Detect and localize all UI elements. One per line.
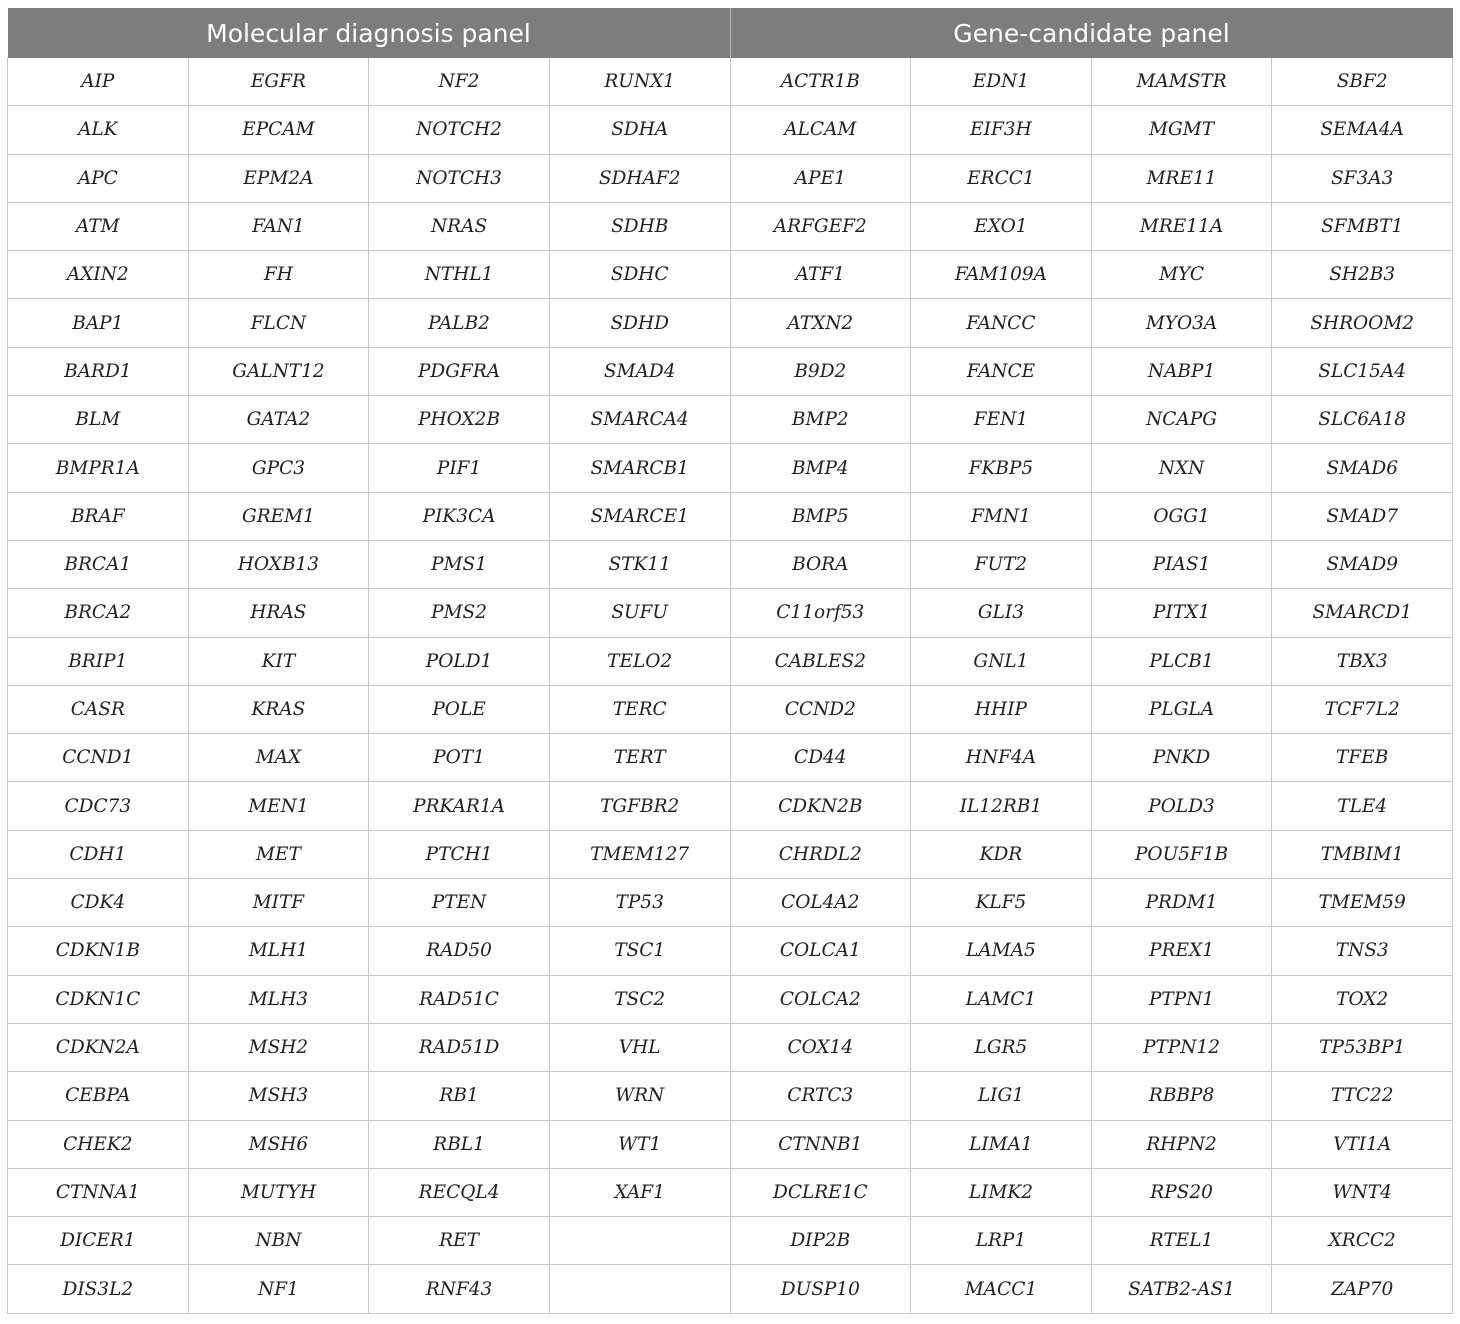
gene-candidate-cell: BMP2 (730, 396, 911, 444)
molecular-diagnosis-gene-cell: CCND1 (8, 734, 189, 782)
gene-candidate-cell: NCAPG (1091, 396, 1272, 444)
gene-candidate-cell: IL12RB1 (911, 782, 1092, 830)
gene-candidate-cell: MRE11 (1091, 154, 1272, 202)
molecular-diagnosis-gene-cell: MSH3 (188, 1072, 369, 1120)
gene-candidate-panel-header: Gene-candidate panel (730, 8, 1453, 58)
molecular-diagnosis-gene-cell: BRAF (8, 492, 189, 540)
molecular-diagnosis-gene-cell: BAP1 (8, 299, 189, 347)
molecular-diagnosis-gene-cell: KRAS (188, 685, 369, 733)
gene-candidate-cell: EIF3H (911, 106, 1092, 154)
molecular-diagnosis-gene-cell: DICER1 (8, 1217, 189, 1265)
table-row (8, 492, 1453, 540)
table-row (8, 1168, 1453, 1216)
molecular-diagnosis-gene-cell: SMARCB1 (549, 444, 730, 492)
gene-candidate-cell: FMN1 (911, 492, 1092, 540)
molecular-diagnosis-gene-cell: BRIP1 (8, 637, 189, 685)
gene-candidate-cell: TFEB (1272, 734, 1453, 782)
molecular-diagnosis-gene-cell: BRCA2 (8, 589, 189, 637)
gene-candidate-cell: BMP4 (730, 444, 911, 492)
molecular-diagnosis-gene-cell: STK11 (549, 540, 730, 588)
gene-candidate-cell: MACC1 (911, 1265, 1092, 1313)
gene-candidate-cell: LGR5 (911, 1023, 1092, 1071)
gene-candidate-cell: MGMT (1091, 106, 1272, 154)
gene-candidate-cell: PITX1 (1091, 589, 1272, 637)
table-row (8, 782, 1453, 830)
molecular-diagnosis-gene-cell: MSH2 (188, 1023, 369, 1071)
table-row (8, 202, 1453, 250)
gene-candidate-cell: PTPN12 (1091, 1023, 1272, 1071)
gene-candidate-cell: ERCC1 (911, 154, 1092, 202)
molecular-diagnosis-gene-cell: CDC73 (8, 782, 189, 830)
gene-candidate-cell: FANCC (911, 299, 1092, 347)
molecular-diagnosis-gene-cell: TSC1 (549, 927, 730, 975)
gene-candidate-cell: XRCC2 (1272, 1217, 1453, 1265)
molecular-diagnosis-gene-cell: SMARCE1 (549, 492, 730, 540)
molecular-diagnosis-gene-cell: CTNNA1 (8, 1168, 189, 1216)
gene-candidate-cell: RTEL1 (1091, 1217, 1272, 1265)
gene-candidate-cell: FKBP5 (911, 444, 1092, 492)
gene-candidate-cell: NXN (1091, 444, 1272, 492)
table-row (8, 347, 1453, 395)
molecular-diagnosis-gene-cell: PDGFRA (369, 347, 550, 395)
molecular-diagnosis-gene-cell: PIK3CA (369, 492, 550, 540)
gene-candidate-cell: SEMA4A (1272, 106, 1453, 154)
molecular-diagnosis-gene-cell: CDKN1B (8, 927, 189, 975)
gene-candidate-cell: MRE11A (1091, 202, 1272, 250)
molecular-diagnosis-gene-cell: POLE (369, 685, 550, 733)
molecular-diagnosis-gene-cell: SMAD4 (549, 347, 730, 395)
molecular-diagnosis-gene-cell: SDHC (549, 251, 730, 299)
table-row (8, 879, 1453, 927)
molecular-diagnosis-gene-cell: RAD51D (369, 1023, 550, 1071)
molecular-diagnosis-gene-cell: GPC3 (188, 444, 369, 492)
molecular-diagnosis-gene-cell: RB1 (369, 1072, 550, 1120)
molecular-diagnosis-gene-cell: NF1 (188, 1265, 369, 1313)
table-row (8, 1120, 1453, 1168)
molecular-diagnosis-gene-cell: DIS3L2 (8, 1265, 189, 1313)
molecular-diagnosis-gene-cell: PTEN (369, 879, 550, 927)
gene-candidate-cell: PLGLA (1091, 685, 1272, 733)
table-row (8, 299, 1453, 347)
table-row (8, 637, 1453, 685)
gene-candidate-cell: OGG1 (1091, 492, 1272, 540)
molecular-diagnosis-gene-cell: APC (8, 154, 189, 202)
molecular-diagnosis-gene-cell: FAN1 (188, 202, 369, 250)
molecular-diagnosis-gene-cell: TERT (549, 734, 730, 782)
molecular-diagnosis-gene-cell: HRAS (188, 589, 369, 637)
gene-candidate-cell: BORA (730, 540, 911, 588)
gene-candidate-cell: SH2B3 (1272, 251, 1453, 299)
table-row (8, 251, 1453, 299)
table-row (8, 540, 1453, 588)
molecular-diagnosis-gene-cell: CEBPA (8, 1072, 189, 1120)
molecular-diagnosis-gene-cell: SUFU (549, 589, 730, 637)
gene-candidate-cell: SBF2 (1272, 58, 1453, 106)
gene-candidate-cell: LIMK2 (911, 1168, 1092, 1216)
gene-candidate-cell: LIG1 (911, 1072, 1092, 1120)
molecular-diagnosis-gene-cell: SDHD (549, 299, 730, 347)
molecular-diagnosis-gene-cell: TERC (549, 685, 730, 733)
molecular-diagnosis-gene-cell: CDH1 (8, 830, 189, 878)
gene-candidate-cell: EXO1 (911, 202, 1092, 250)
gene-candidate-cell: SMAD6 (1272, 444, 1453, 492)
gene-candidate-cell: FANCE (911, 347, 1092, 395)
gene-candidate-cell: KDR (911, 830, 1092, 878)
gene-candidate-cell: EDN1 (911, 58, 1092, 106)
molecular-diagnosis-gene-cell: NF2 (369, 58, 550, 106)
gene-candidate-cell: SLC6A18 (1272, 396, 1453, 444)
gene-candidate-cell: PREX1 (1091, 927, 1272, 975)
gene-candidate-cell: FAM109A (911, 251, 1092, 299)
molecular-diagnosis-gene-cell: CDKN2A (8, 1023, 189, 1071)
molecular-diagnosis-gene-cell: NOTCH3 (369, 154, 550, 202)
gene-candidate-cell: RPS20 (1091, 1168, 1272, 1216)
molecular-diagnosis-gene-cell: SDHB (549, 202, 730, 250)
gene-candidate-cell: PNKD (1091, 734, 1272, 782)
gene-candidate-cell: B9D2 (730, 347, 911, 395)
molecular-diagnosis-gene-cell: ATM (8, 202, 189, 250)
gene-candidate-cell: CRTC3 (730, 1072, 911, 1120)
gene-candidate-cell: PIAS1 (1091, 540, 1272, 588)
molecular-diagnosis-gene-cell: RUNX1 (549, 58, 730, 106)
gene-candidate-cell: SMAD7 (1272, 492, 1453, 540)
molecular-diagnosis-gene-cell: POLD1 (369, 637, 550, 685)
gene-candidate-cell: WNT4 (1272, 1168, 1453, 1216)
table-row (8, 154, 1453, 202)
molecular-diagnosis-gene-cell: EPM2A (188, 154, 369, 202)
molecular-diagnosis-gene-cell: TGFBR2 (549, 782, 730, 830)
table-row (8, 975, 1453, 1023)
molecular-diagnosis-gene-cell: RAD51C (369, 975, 550, 1023)
molecular-diagnosis-gene-cell: MEN1 (188, 782, 369, 830)
gene-candidate-cell: PRDM1 (1091, 879, 1272, 927)
gene-candidate-cell: SLC15A4 (1272, 347, 1453, 395)
gene-candidate-cell: MYC (1091, 251, 1272, 299)
gene-candidate-cell: HHIP (911, 685, 1092, 733)
gene-candidate-cell: TBX3 (1272, 637, 1453, 685)
gene-candidate-cell: ATXN2 (730, 299, 911, 347)
molecular-diagnosis-gene-cell: ALK (8, 106, 189, 154)
molecular-diagnosis-gene-cell: MITF (188, 879, 369, 927)
table-row (8, 589, 1453, 637)
table-row (8, 1265, 1453, 1313)
molecular-diagnosis-gene-cell (549, 1217, 730, 1265)
molecular-diagnosis-gene-cell: RECQL4 (369, 1168, 550, 1216)
table-header-row (8, 8, 1453, 58)
gene-candidate-cell: ALCAM (730, 106, 911, 154)
gene-panel-table (7, 8, 1453, 1314)
molecular-diagnosis-gene-cell: FLCN (188, 299, 369, 347)
gene-candidate-cell: CDKN2B (730, 782, 911, 830)
molecular-diagnosis-gene-cell: WRN (549, 1072, 730, 1120)
gene-candidate-cell: ATF1 (730, 251, 911, 299)
molecular-diagnosis-gene-cell: CHEK2 (8, 1120, 189, 1168)
molecular-diagnosis-gene-cell: AXIN2 (8, 251, 189, 299)
gene-candidate-cell: CHRDL2 (730, 830, 911, 878)
gene-candidate-cell: MAMSTR (1091, 58, 1272, 106)
molecular-diagnosis-gene-cell: BMPR1A (8, 444, 189, 492)
molecular-diagnosis-gene-cell: MLH1 (188, 927, 369, 975)
gene-candidate-cell: FUT2 (911, 540, 1092, 588)
gene-candidate-cell: CTNNB1 (730, 1120, 911, 1168)
molecular-diagnosis-gene-cell: NOTCH2 (369, 106, 550, 154)
molecular-diagnosis-gene-cell: BLM (8, 396, 189, 444)
molecular-diagnosis-panel-header: Molecular diagnosis panel (8, 8, 731, 58)
molecular-diagnosis-gene-cell: PALB2 (369, 299, 550, 347)
gene-candidate-cell: KLF5 (911, 879, 1092, 927)
molecular-diagnosis-gene-cell: RAD50 (369, 927, 550, 975)
molecular-diagnosis-gene-cell: SMARCA4 (549, 396, 730, 444)
gene-candidate-cell: TMEM59 (1272, 879, 1453, 927)
molecular-diagnosis-gene-cell: EGFR (188, 58, 369, 106)
gene-candidate-cell: SF3A3 (1272, 154, 1453, 202)
gene-candidate-cell: COLCA2 (730, 975, 911, 1023)
gene-candidate-cell: COL4A2 (730, 879, 911, 927)
gene-candidate-cell: FEN1 (911, 396, 1092, 444)
molecular-diagnosis-gene-cell: CDK4 (8, 879, 189, 927)
molecular-diagnosis-gene-cell: NBN (188, 1217, 369, 1265)
gene-candidate-cell: TTC22 (1272, 1072, 1453, 1120)
molecular-diagnosis-gene-cell: CDKN1C (8, 975, 189, 1023)
molecular-diagnosis-gene-cell: GATA2 (188, 396, 369, 444)
gene-candidate-cell: COX14 (730, 1023, 911, 1071)
gene-candidate-cell: C11orf53 (730, 589, 911, 637)
gene-candidate-cell: MYO3A (1091, 299, 1272, 347)
molecular-diagnosis-gene-cell: TP53 (549, 879, 730, 927)
gene-candidate-cell: PTPN1 (1091, 975, 1272, 1023)
molecular-diagnosis-gene-cell: PMS2 (369, 589, 550, 637)
gene-candidate-cell: TNS3 (1272, 927, 1453, 975)
molecular-diagnosis-gene-cell: HOXB13 (188, 540, 369, 588)
gene-candidate-cell: TOX2 (1272, 975, 1453, 1023)
molecular-diagnosis-gene-cell: SDHAF2 (549, 154, 730, 202)
gene-candidate-cell: COLCA1 (730, 927, 911, 975)
molecular-diagnosis-gene-cell: MAX (188, 734, 369, 782)
molecular-diagnosis-gene-cell: MET (188, 830, 369, 878)
table-row (8, 1072, 1453, 1120)
gene-candidate-cell: TMBIM1 (1272, 830, 1453, 878)
molecular-diagnosis-gene-cell: MLH3 (188, 975, 369, 1023)
molecular-diagnosis-gene-cell: MUTYH (188, 1168, 369, 1216)
gene-candidate-cell: CCND2 (730, 685, 911, 733)
table-row (8, 830, 1453, 878)
molecular-diagnosis-gene-cell: RNF43 (369, 1265, 550, 1313)
gene-candidate-cell: LRP1 (911, 1217, 1092, 1265)
gene-candidate-cell: ZAP70 (1272, 1265, 1453, 1313)
molecular-diagnosis-gene-cell: PRKAR1A (369, 782, 550, 830)
gene-candidate-cell: PLCB1 (1091, 637, 1272, 685)
gene-candidate-cell: CABLES2 (730, 637, 911, 685)
gene-candidate-cell: ACTR1B (730, 58, 911, 106)
molecular-diagnosis-gene-cell: TELO2 (549, 637, 730, 685)
table-row (8, 396, 1453, 444)
table-row (8, 1217, 1453, 1265)
gene-candidate-cell: TLE4 (1272, 782, 1453, 830)
table-row (8, 58, 1453, 106)
molecular-diagnosis-gene-cell (549, 1265, 730, 1313)
gene-candidate-cell: LAMC1 (911, 975, 1092, 1023)
molecular-diagnosis-gene-cell: NTHL1 (369, 251, 550, 299)
molecular-diagnosis-gene-cell: AIP (8, 58, 189, 106)
gene-candidate-cell: SMAD9 (1272, 540, 1453, 588)
gene-candidate-cell: DUSP10 (730, 1265, 911, 1313)
molecular-diagnosis-gene-cell: MSH6 (188, 1120, 369, 1168)
molecular-diagnosis-gene-cell: PHOX2B (369, 396, 550, 444)
molecular-diagnosis-gene-cell: WT1 (549, 1120, 730, 1168)
molecular-diagnosis-gene-cell: GALNT12 (188, 347, 369, 395)
molecular-diagnosis-gene-cell: TSC2 (549, 975, 730, 1023)
gene-candidate-cell: DCLRE1C (730, 1168, 911, 1216)
gene-candidate-cell: TP53BP1 (1272, 1023, 1453, 1071)
gene-candidate-cell: SATB2-AS1 (1091, 1265, 1272, 1313)
gene-candidate-cell: GNL1 (911, 637, 1092, 685)
molecular-diagnosis-gene-cell: XAF1 (549, 1168, 730, 1216)
molecular-diagnosis-gene-cell: CASR (8, 685, 189, 733)
molecular-diagnosis-gene-cell: RET (369, 1217, 550, 1265)
gene-candidate-cell: RHPN2 (1091, 1120, 1272, 1168)
molecular-diagnosis-gene-cell: KIT (188, 637, 369, 685)
gene-candidate-cell: SHROOM2 (1272, 299, 1453, 347)
gene-candidate-cell: VTI1A (1272, 1120, 1453, 1168)
molecular-diagnosis-gene-cell: FH (188, 251, 369, 299)
gene-candidate-cell: SMARCD1 (1272, 589, 1453, 637)
molecular-diagnosis-gene-cell: TMEM127 (549, 830, 730, 878)
table-row (8, 444, 1453, 492)
table-body (8, 58, 1453, 1313)
gene-candidate-cell: LAMA5 (911, 927, 1092, 975)
molecular-diagnosis-gene-cell: BARD1 (8, 347, 189, 395)
gene-candidate-cell: HNF4A (911, 734, 1092, 782)
molecular-diagnosis-gene-cell: RBL1 (369, 1120, 550, 1168)
molecular-diagnosis-gene-cell: PIF1 (369, 444, 550, 492)
table-row (8, 685, 1453, 733)
table-row (8, 927, 1453, 975)
molecular-diagnosis-gene-cell: POT1 (369, 734, 550, 782)
gene-candidate-cell: RBBP8 (1091, 1072, 1272, 1120)
molecular-diagnosis-gene-cell: NRAS (369, 202, 550, 250)
gene-candidate-cell: POLD3 (1091, 782, 1272, 830)
gene-candidate-cell: BMP5 (730, 492, 911, 540)
gene-candidate-cell: NABP1 (1091, 347, 1272, 395)
molecular-diagnosis-gene-cell: EPCAM (188, 106, 369, 154)
molecular-diagnosis-gene-cell: BRCA1 (8, 540, 189, 588)
molecular-diagnosis-gene-cell: SDHA (549, 106, 730, 154)
molecular-diagnosis-gene-cell: PMS1 (369, 540, 550, 588)
gene-candidate-cell: SFMBT1 (1272, 202, 1453, 250)
gene-candidate-cell: CD44 (730, 734, 911, 782)
molecular-diagnosis-gene-cell: PTCH1 (369, 830, 550, 878)
gene-candidate-cell: ARFGEF2 (730, 202, 911, 250)
gene-candidate-cell: APE1 (730, 154, 911, 202)
gene-candidate-cell: POU5F1B (1091, 830, 1272, 878)
table-row (8, 1023, 1453, 1071)
molecular-diagnosis-gene-cell: GREM1 (188, 492, 369, 540)
molecular-diagnosis-gene-cell: VHL (549, 1023, 730, 1071)
table-row (8, 734, 1453, 782)
gene-candidate-cell: DIP2B (730, 1217, 911, 1265)
table-row (8, 106, 1453, 154)
gene-candidate-cell: TCF7L2 (1272, 685, 1453, 733)
gene-candidate-cell: GLI3 (911, 589, 1092, 637)
gene-candidate-cell: LIMA1 (911, 1120, 1092, 1168)
